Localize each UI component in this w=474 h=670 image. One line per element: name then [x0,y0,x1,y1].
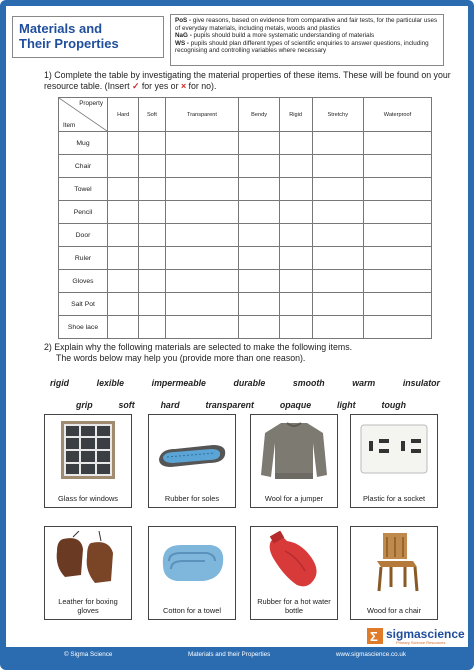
card-cotton-towel [148,526,236,620]
answer-cell[interactable] [165,155,239,178]
corner-item-label: Item [63,122,76,129]
item-label: Salt Pot [59,293,108,316]
answer-cell[interactable] [165,247,239,270]
word-bank-word: opaque [279,400,312,410]
word-bank-word: rigid [50,378,70,388]
card-rubber-hot-water-bottle [250,526,338,620]
shoe-sole-icon [155,419,229,481]
answer-cell[interactable] [312,132,363,155]
chair-icon [357,531,431,593]
answer-cell[interactable] [363,316,431,339]
question-1: 1) Complete the table by investigating the material properties of these items. These will be found on your resource table. (Insert ✓ for yes or × for no). [44,70,451,91]
answer-cell[interactable] [363,178,431,201]
answer-cell[interactable] [165,132,239,155]
answer-cell[interactable] [279,293,312,316]
answer-cell[interactable] [108,201,139,224]
header-transparent: Transparent [165,98,239,132]
question-2-line-1: 2) Explain why the following materials are selected to make the following items. [44,342,353,352]
answer-cell[interactable] [165,316,239,339]
answer-cell[interactable] [279,270,312,293]
answer-cell[interactable] [165,224,239,247]
word-bank-word: smooth [292,378,325,388]
item-label: Mug [59,132,108,155]
answer-cell[interactable] [312,178,363,201]
card-caption: Cotton for a towel [163,606,221,615]
answer-cell[interactable] [108,293,139,316]
answer-cell[interactable] [139,247,165,270]
objective-pos: PoS - give reasons, based on evidence from comparative and fair tests, for the particular uses of everyday materials, including metals, woods and plastics [175,17,438,32]
answer-cell[interactable] [279,316,312,339]
jumper-icon [257,419,331,481]
card-wool-jumper [250,414,338,508]
answer-cell[interactable] [279,155,312,178]
properties-table [58,97,432,339]
answer-cell[interactable] [165,201,239,224]
sigma-logo-icon [366,627,384,645]
answer-cell[interactable] [363,224,431,247]
answer-cell[interactable] [239,293,279,316]
answer-cell[interactable] [139,270,165,293]
page-title [19,21,119,51]
answer-cell[interactable] [239,201,279,224]
answer-cell[interactable] [108,178,139,201]
answer-cell[interactable] [279,247,312,270]
word-bank-row-2 [76,400,406,410]
answer-cell[interactable] [239,132,279,155]
title-box [12,16,164,58]
item-label: Ruler [59,247,108,270]
word-bank-word: tough [381,400,406,410]
socket-icon [357,419,431,481]
card-glass-windows [44,414,132,508]
objective-nag: NaG - pupils should build a more systematic understanding of materials [175,32,375,40]
header-soft: Soft [139,98,165,132]
header-hard: Hard [108,98,139,132]
answer-cell[interactable] [139,201,165,224]
answer-cell[interactable] [165,178,239,201]
word-bank-word: hard [160,400,180,410]
item-label: Chair [59,155,108,178]
word-bank-word: grip [76,400,93,410]
question-2 [44,342,454,364]
answer-cell[interactable] [165,270,239,293]
answer-cell[interactable] [239,224,279,247]
answer-cell[interactable] [363,270,431,293]
table-corner-cell [59,98,108,132]
logo-tag: Primary Science Resources [396,640,446,645]
question-2-line-2: The words below may help you (provide more than one reason). [56,353,306,363]
answer-cell[interactable] [139,155,165,178]
word-bank-word: warm [352,378,376,388]
card-plastic-socket [350,414,438,508]
answer-cell[interactable] [312,201,363,224]
item-label: Gloves [59,270,108,293]
answer-cell[interactable] [312,293,363,316]
answer-cell[interactable] [108,316,139,339]
card-caption: Glass for windows [58,494,118,503]
answer-cell[interactable] [312,224,363,247]
word-bank-word: insulator [402,378,440,388]
table-row [59,224,432,247]
table-row [59,155,432,178]
card-caption: Rubber for a hot water bottle [257,597,331,615]
answer-cell[interactable] [139,178,165,201]
boxing-gloves-icon [51,531,125,593]
answer-cell[interactable] [139,132,165,155]
card-caption: Leather for boxing gloves [58,597,118,615]
answer-cell[interactable] [108,155,139,178]
table-row [59,316,432,339]
answer-cell[interactable] [363,293,431,316]
towel-icon [155,531,229,593]
answer-cell[interactable] [363,132,431,155]
table-row [59,201,432,224]
svg-text:Σ: Σ [370,629,378,644]
answer-cell[interactable] [312,247,363,270]
card-caption: Wood for a chair [366,606,422,615]
card-wood-chair [350,526,438,620]
objective-ws: WS - pupils should plan different types of scientific enquiries to answer questions, including recognising and controlling variables where necessary [175,39,429,55]
sigma-science-logo [366,627,465,647]
answer-cell[interactable] [165,293,239,316]
tick-symbol: ✓ [132,81,140,91]
footer-copyright: © Sigma Science [64,651,113,658]
item-label: Shoe lace [59,316,108,339]
item-label: Towel [59,178,108,201]
answer-cell[interactable] [139,224,165,247]
window-icon [51,419,125,481]
answer-cell[interactable] [139,316,165,339]
header-bendy: Bendy [239,98,279,132]
answer-cell[interactable] [139,293,165,316]
card-caption: Rubber for soles [164,494,220,503]
footer-title: Materials and their Properties [188,651,271,658]
table-row [59,132,432,155]
table-row [59,293,432,316]
header-rigid: Rigid [279,98,312,132]
corner-property-label: Property [79,100,103,107]
answer-cell[interactable] [279,224,312,247]
answer-cell[interactable] [239,178,279,201]
card-caption: Wool for a jumper [264,494,324,503]
title-line-2: Their Properties [19,36,119,51]
answer-cell[interactable] [279,132,312,155]
card-leather-boxing-gloves [44,526,132,620]
answer-cell[interactable] [363,201,431,224]
word-bank-word: soft [118,400,135,410]
word-bank-word: lexible [96,378,125,388]
answer-cell[interactable] [312,270,363,293]
hot-water-bottle-icon [257,531,331,593]
answer-cell[interactable] [108,247,139,270]
answer-cell[interactable] [312,155,363,178]
logo-brand: sigmascience [386,627,465,641]
card-caption: Plastic for a socket [362,494,426,503]
answer-cell[interactable] [279,201,312,224]
word-bank-row-1 [50,378,440,388]
word-bank-word: light [337,400,356,410]
card-rubber-soles [148,414,236,508]
table-row [59,270,432,293]
header-stretchy: Stretchy [312,98,363,132]
table-row [59,247,432,270]
answer-cell[interactable] [312,316,363,339]
answer-cell[interactable] [279,178,312,201]
word-bank-word: impermeable [151,378,206,388]
cross-symbol: × [180,81,187,91]
answer-cell[interactable] [108,270,139,293]
word-bank-word: transparent [205,400,254,410]
item-label: Pencil [59,201,108,224]
answer-cell[interactable] [239,270,279,293]
footer-website-link[interactable]: www.sigmascience.co.uk [336,651,406,658]
title-line-1: Materials and [19,21,103,36]
answer-cell[interactable] [239,316,279,339]
item-label: Door [59,224,108,247]
answer-cell[interactable] [239,155,279,178]
answer-cell[interactable] [108,224,139,247]
word-bank-word: durable [233,378,266,388]
objectives-box [170,14,444,66]
answer-cell[interactable] [239,247,279,270]
footer-bar [6,627,468,664]
answer-cell[interactable] [363,247,431,270]
table-row [59,178,432,201]
header-waterproof: Waterproof [363,98,431,132]
answer-cell[interactable] [108,132,139,155]
answer-cell[interactable] [363,155,431,178]
